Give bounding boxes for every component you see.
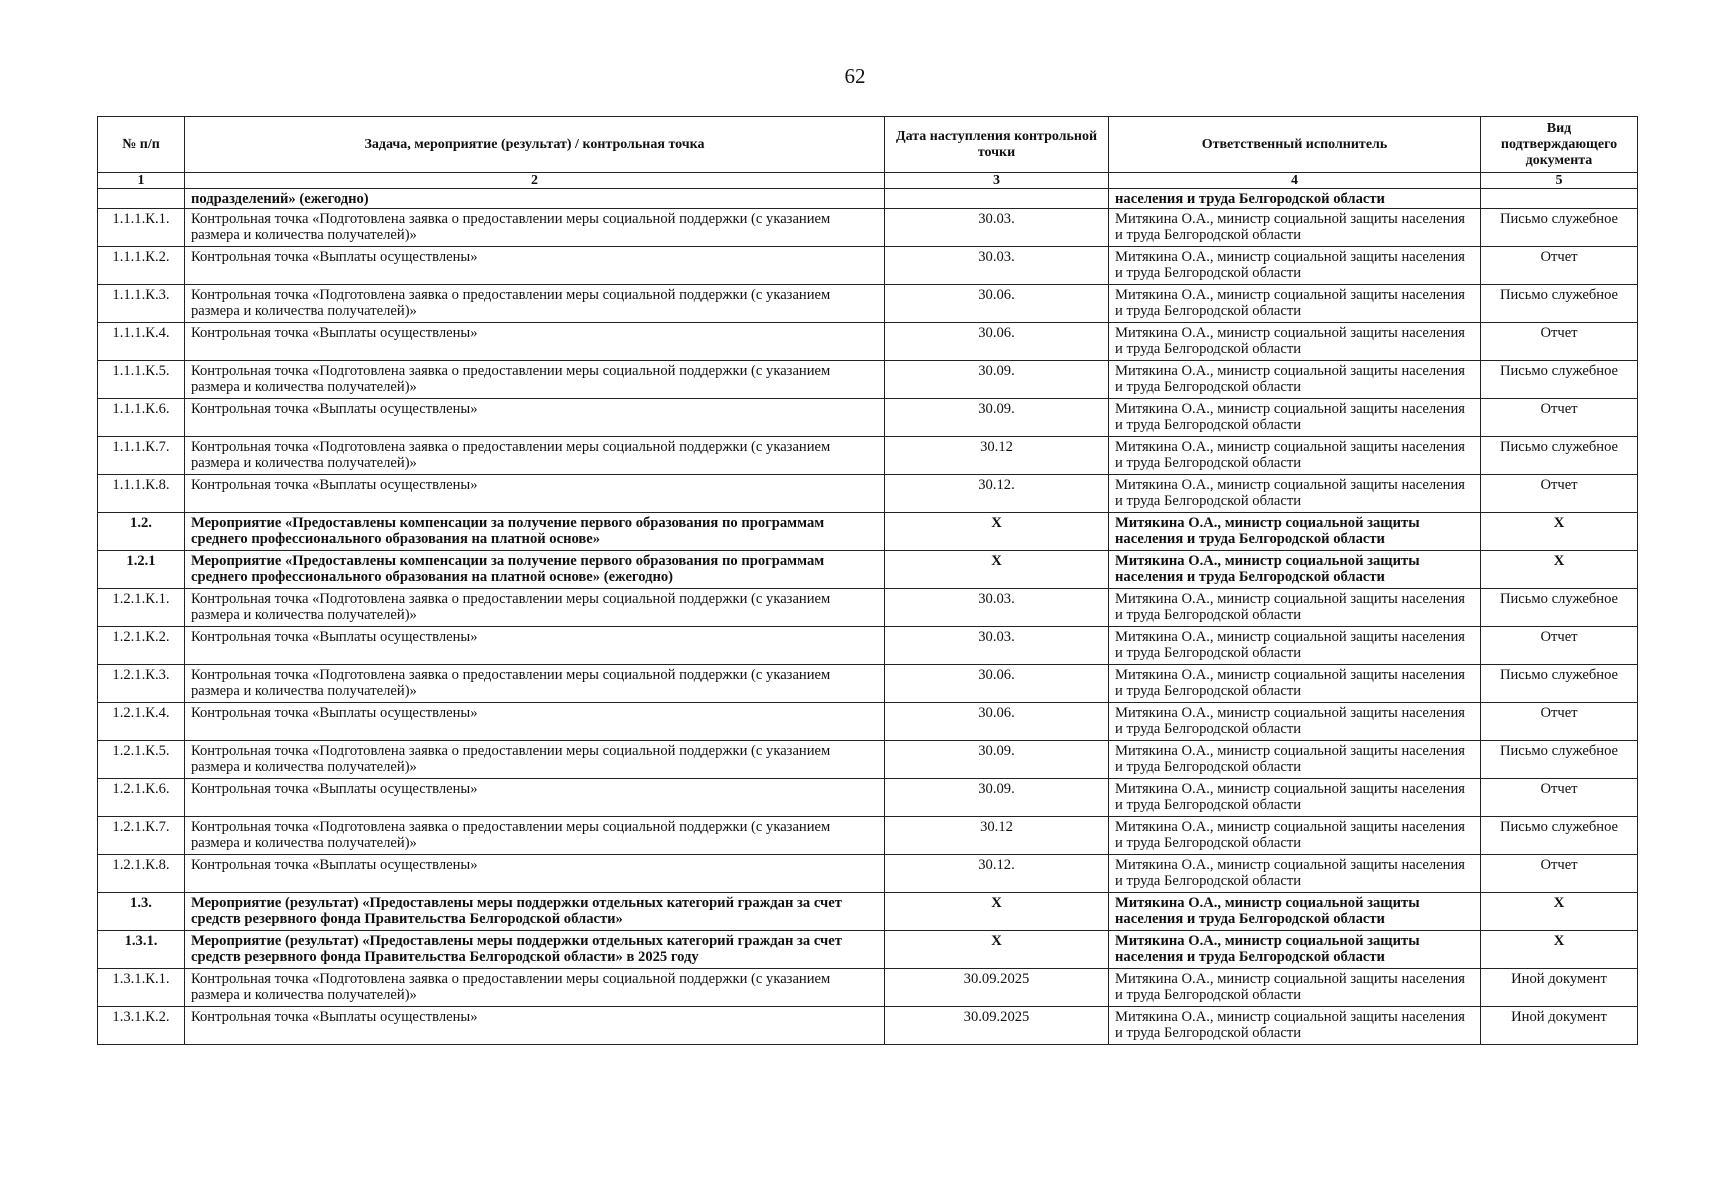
task-text: подразделений» (ежегодно) xyxy=(185,189,885,209)
task-text: Контрольная точка «Выплаты осуществлены» xyxy=(185,475,885,513)
control-date: 30.03. xyxy=(885,627,1109,665)
table-header-row xyxy=(98,117,1638,173)
responsible-person: Митякина О.А., министр социальной защиты населения и труда Белгородской области xyxy=(1109,285,1481,323)
control-date: 30.03. xyxy=(885,589,1109,627)
row-number: 1.1.1.К.6. xyxy=(98,399,185,437)
task-text: Контрольная точка «Подготовлена заявка о предоставлении меры социальной поддержки (с указанием размера и количества получателей)» xyxy=(185,665,885,703)
table-row xyxy=(98,817,1638,855)
table-row xyxy=(98,285,1638,323)
control-date: 30.12 xyxy=(885,437,1109,475)
task-text: Контрольная точка «Подготовлена заявка о предоставлении меры социальной поддержки (с указанием размера и количества получателей)» xyxy=(185,437,885,475)
table-row xyxy=(98,475,1638,513)
control-date: 30.09.2025 xyxy=(885,1007,1109,1045)
responsible-person: Митякина О.А., министр социальной защиты населения и труда Белгородской области xyxy=(1109,399,1481,437)
task-text: Мероприятие (результат) «Предоставлены меры поддержки отдельных категорий граждан за счет средств резервного фонда Правительства Белгородской области» xyxy=(185,893,885,931)
responsible-person: Митякина О.А., министр социальной защиты населения и труда Белгородской области xyxy=(1109,741,1481,779)
responsible-person: Митякина О.А., министр социальной защиты населения и труда Белгородской области xyxy=(1109,589,1481,627)
table-body xyxy=(98,189,1638,1045)
task-text: Мероприятие (результат) «Предоставлены меры поддержки отдельных категорий граждан за счет средств резервного фонда Правительства Белгородской области» в 2025 году xyxy=(185,931,885,969)
row-number: 1.1.1.К.1. xyxy=(98,209,185,247)
table-row xyxy=(98,551,1638,589)
document-type: Отчет xyxy=(1481,703,1638,741)
control-date: Х xyxy=(885,513,1109,551)
row-number xyxy=(98,189,185,209)
responsible-person: Митякина О.А., министр социальной защиты населения и труда Белгородской области xyxy=(1109,931,1481,969)
row-number: 1.3.1.К.1. xyxy=(98,969,185,1007)
responsible-person: Митякина О.А., министр социальной защиты населения и труда Белгородской области xyxy=(1109,323,1481,361)
table-row xyxy=(98,361,1638,399)
task-text: Контрольная точка «Подготовлена заявка о предоставлении меры социальной поддержки (с указанием размера и количества получателей)» xyxy=(185,969,885,1007)
column-number: 1 xyxy=(98,173,185,189)
responsible-person: Митякина О.А., министр социальной защиты населения и труда Белгородской области xyxy=(1109,437,1481,475)
column-number: 4 xyxy=(1109,173,1481,189)
control-date: 30.06. xyxy=(885,703,1109,741)
document-type: Письмо служебное xyxy=(1481,741,1638,779)
responsible-person: Митякина О.А., министр социальной защиты населения и труда Белгородской области xyxy=(1109,703,1481,741)
responsible-person: населения и труда Белгородской области xyxy=(1109,189,1481,209)
table-row xyxy=(98,189,1638,209)
table-row xyxy=(98,931,1638,969)
row-number: 1.2.1.К.1. xyxy=(98,589,185,627)
row-number: 1.1.1.К.3. xyxy=(98,285,185,323)
task-text: Контрольная точка «Подготовлена заявка о предоставлении меры социальной поддержки (с указанием размера и количества получателей)» xyxy=(185,817,885,855)
column-number: 3 xyxy=(885,173,1109,189)
row-number: 1.2.1 xyxy=(98,551,185,589)
row-number: 1.3. xyxy=(98,893,185,931)
document-type: Письмо служебное xyxy=(1481,589,1638,627)
control-points-table xyxy=(97,116,1638,1045)
column-number-row xyxy=(98,173,1638,189)
row-number: 1.1.1.К.4. xyxy=(98,323,185,361)
document-type: Отчет xyxy=(1481,247,1638,285)
task-text: Контрольная точка «Подготовлена заявка о предоставлении меры социальной поддержки (с указанием размера и количества получателей)» xyxy=(185,361,885,399)
table-row xyxy=(98,665,1638,703)
table-row xyxy=(98,741,1638,779)
responsible-person: Митякина О.А., министр социальной защиты населения и труда Белгородской области xyxy=(1109,817,1481,855)
row-number: 1.2.1.К.7. xyxy=(98,817,185,855)
header-responsible: Ответственный исполнитель xyxy=(1109,117,1481,173)
document-type: Отчет xyxy=(1481,779,1638,817)
task-text: Контрольная точка «Подготовлена заявка о предоставлении меры социальной поддержки (с указанием размера и количества получателей)» xyxy=(185,285,885,323)
task-text: Мероприятие «Предоставлены компенсации за получение первого образования по программам среднего профессионального образования на платной основе» xyxy=(185,513,885,551)
responsible-person: Митякина О.А., министр социальной защиты населения и труда Белгородской области xyxy=(1109,361,1481,399)
responsible-person: Митякина О.А., министр социальной защиты населения и труда Белгородской области xyxy=(1109,513,1481,551)
responsible-person: Митякина О.А., министр социальной защиты населения и труда Белгородской области xyxy=(1109,893,1481,931)
control-date: 30.09. xyxy=(885,399,1109,437)
row-number: 1.2.1.К.8. xyxy=(98,855,185,893)
control-date: Х xyxy=(885,551,1109,589)
control-date: 30.12. xyxy=(885,475,1109,513)
column-number: 2 xyxy=(185,173,885,189)
table-row xyxy=(98,969,1638,1007)
table-row xyxy=(98,589,1638,627)
row-number: 1.2.1.К.2. xyxy=(98,627,185,665)
document-type: Х xyxy=(1481,931,1638,969)
document-type: Иной документ xyxy=(1481,969,1638,1007)
document-type: Письмо служебное xyxy=(1481,665,1638,703)
document-type xyxy=(1481,189,1638,209)
document-type: Отчет xyxy=(1481,399,1638,437)
table-row xyxy=(98,209,1638,247)
task-text: Контрольная точка «Выплаты осуществлены» xyxy=(185,323,885,361)
responsible-person: Митякина О.А., министр социальной защиты населения и труда Белгородской области xyxy=(1109,969,1481,1007)
control-date: Х xyxy=(885,893,1109,931)
task-text: Контрольная точка «Выплаты осуществлены» xyxy=(185,703,885,741)
header-task: Задача, мероприятие (результат) / контрольная точка xyxy=(185,117,885,173)
responsible-person: Митякина О.А., министр социальной защиты населения и труда Белгородской области xyxy=(1109,475,1481,513)
responsible-person: Митякина О.А., министр социальной защиты населения и труда Белгородской области xyxy=(1109,665,1481,703)
row-number: 1.2. xyxy=(98,513,185,551)
control-date: 30.12. xyxy=(885,855,1109,893)
document-type: Отчет xyxy=(1481,627,1638,665)
control-date: 30.06. xyxy=(885,323,1109,361)
control-date: 30.12 xyxy=(885,817,1109,855)
document-type: Иной документ xyxy=(1481,1007,1638,1045)
task-text: Контрольная точка «Подготовлена заявка о предоставлении меры социальной поддержки (с указанием размера и количества получателей)» xyxy=(185,589,885,627)
responsible-person: Митякина О.А., министр социальной защиты населения и труда Белгородской области xyxy=(1109,209,1481,247)
task-text: Мероприятие «Предоставлены компенсации за получение первого образования по программам среднего профессионального образования на платной основе» (ежегодно) xyxy=(185,551,885,589)
document-type: Письмо служебное xyxy=(1481,817,1638,855)
control-date: 30.09.2025 xyxy=(885,969,1109,1007)
task-text: Контрольная точка «Выплаты осуществлены» xyxy=(185,399,885,437)
document-type: Отчет xyxy=(1481,855,1638,893)
control-date: 30.09. xyxy=(885,361,1109,399)
page-number: 62 xyxy=(844,64,866,88)
control-date: Х xyxy=(885,931,1109,969)
task-text: Контрольная точка «Выплаты осуществлены» xyxy=(185,855,885,893)
row-number: 1.3.1.К.2. xyxy=(98,1007,185,1045)
task-text: Контрольная точка «Выплаты осуществлены» xyxy=(185,779,885,817)
table-row xyxy=(98,779,1638,817)
table-row xyxy=(98,399,1638,437)
document-type: Х xyxy=(1481,513,1638,551)
table-row xyxy=(98,323,1638,361)
document-type: Отчет xyxy=(1481,475,1638,513)
responsible-person: Митякина О.А., министр социальной защиты населения и труда Белгородской области xyxy=(1109,855,1481,893)
control-date: 30.06. xyxy=(885,285,1109,323)
responsible-person: Митякина О.А., министр социальной защиты населения и труда Белгородской области xyxy=(1109,779,1481,817)
row-number: 1.1.1.К.5. xyxy=(98,361,185,399)
task-text: Контрольная точка «Выплаты осуществлены» xyxy=(185,627,885,665)
control-date xyxy=(885,189,1109,209)
header-num: № п/п xyxy=(98,117,185,173)
control-date: 30.06. xyxy=(885,665,1109,703)
responsible-person: Митякина О.А., министр социальной защиты населения и труда Белгородской области xyxy=(1109,627,1481,665)
table-row xyxy=(98,893,1638,931)
task-text: Контрольная точка «Выплаты осуществлены» xyxy=(185,1007,885,1045)
responsible-person: Митякина О.А., министр социальной защиты населения и труда Белгородской области xyxy=(1109,247,1481,285)
header-doc: Вид подтверждающего документа xyxy=(1481,117,1638,173)
row-number: 1.1.1.К.2. xyxy=(98,247,185,285)
row-number: 1.2.1.К.5. xyxy=(98,741,185,779)
document-type: Отчет xyxy=(1481,323,1638,361)
control-date: 30.03. xyxy=(885,209,1109,247)
document-type: Х xyxy=(1481,893,1638,931)
header-date: Дата наступления контрольной точки xyxy=(885,117,1109,173)
table-row xyxy=(98,1007,1638,1045)
row-number: 1.2.1.К.3. xyxy=(98,665,185,703)
table-row xyxy=(98,855,1638,893)
control-date: 30.03. xyxy=(885,247,1109,285)
document-type: Письмо служебное xyxy=(1481,361,1638,399)
responsible-person: Митякина О.А., министр социальной защиты населения и труда Белгородской области xyxy=(1109,1007,1481,1045)
table-row xyxy=(98,437,1638,475)
row-number: 1.2.1.К.4. xyxy=(98,703,185,741)
row-number: 1.2.1.К.6. xyxy=(98,779,185,817)
document-type: Письмо служебное xyxy=(1481,285,1638,323)
task-text: Контрольная точка «Выплаты осуществлены» xyxy=(185,247,885,285)
table-row xyxy=(98,627,1638,665)
table-row xyxy=(98,247,1638,285)
task-text: Контрольная точка «Подготовлена заявка о предоставлении меры социальной поддержки (с указанием размера и количества получателей)» xyxy=(185,741,885,779)
responsible-person: Митякина О.А., министр социальной защиты населения и труда Белгородской области xyxy=(1109,551,1481,589)
task-text: Контрольная точка «Подготовлена заявка о предоставлении меры социальной поддержки (с указанием размера и количества получателей)» xyxy=(185,209,885,247)
document-type: Х xyxy=(1481,551,1638,589)
control-date: 30.09. xyxy=(885,741,1109,779)
table-row xyxy=(98,513,1638,551)
row-number: 1.3.1. xyxy=(98,931,185,969)
document-type: Письмо служебное xyxy=(1481,437,1638,475)
table-row xyxy=(98,703,1638,741)
control-date: 30.09. xyxy=(885,779,1109,817)
row-number: 1.1.1.К.8. xyxy=(98,475,185,513)
document-type: Письмо служебное xyxy=(1481,209,1638,247)
row-number: 1.1.1.К.7. xyxy=(98,437,185,475)
column-number: 5 xyxy=(1481,173,1638,189)
